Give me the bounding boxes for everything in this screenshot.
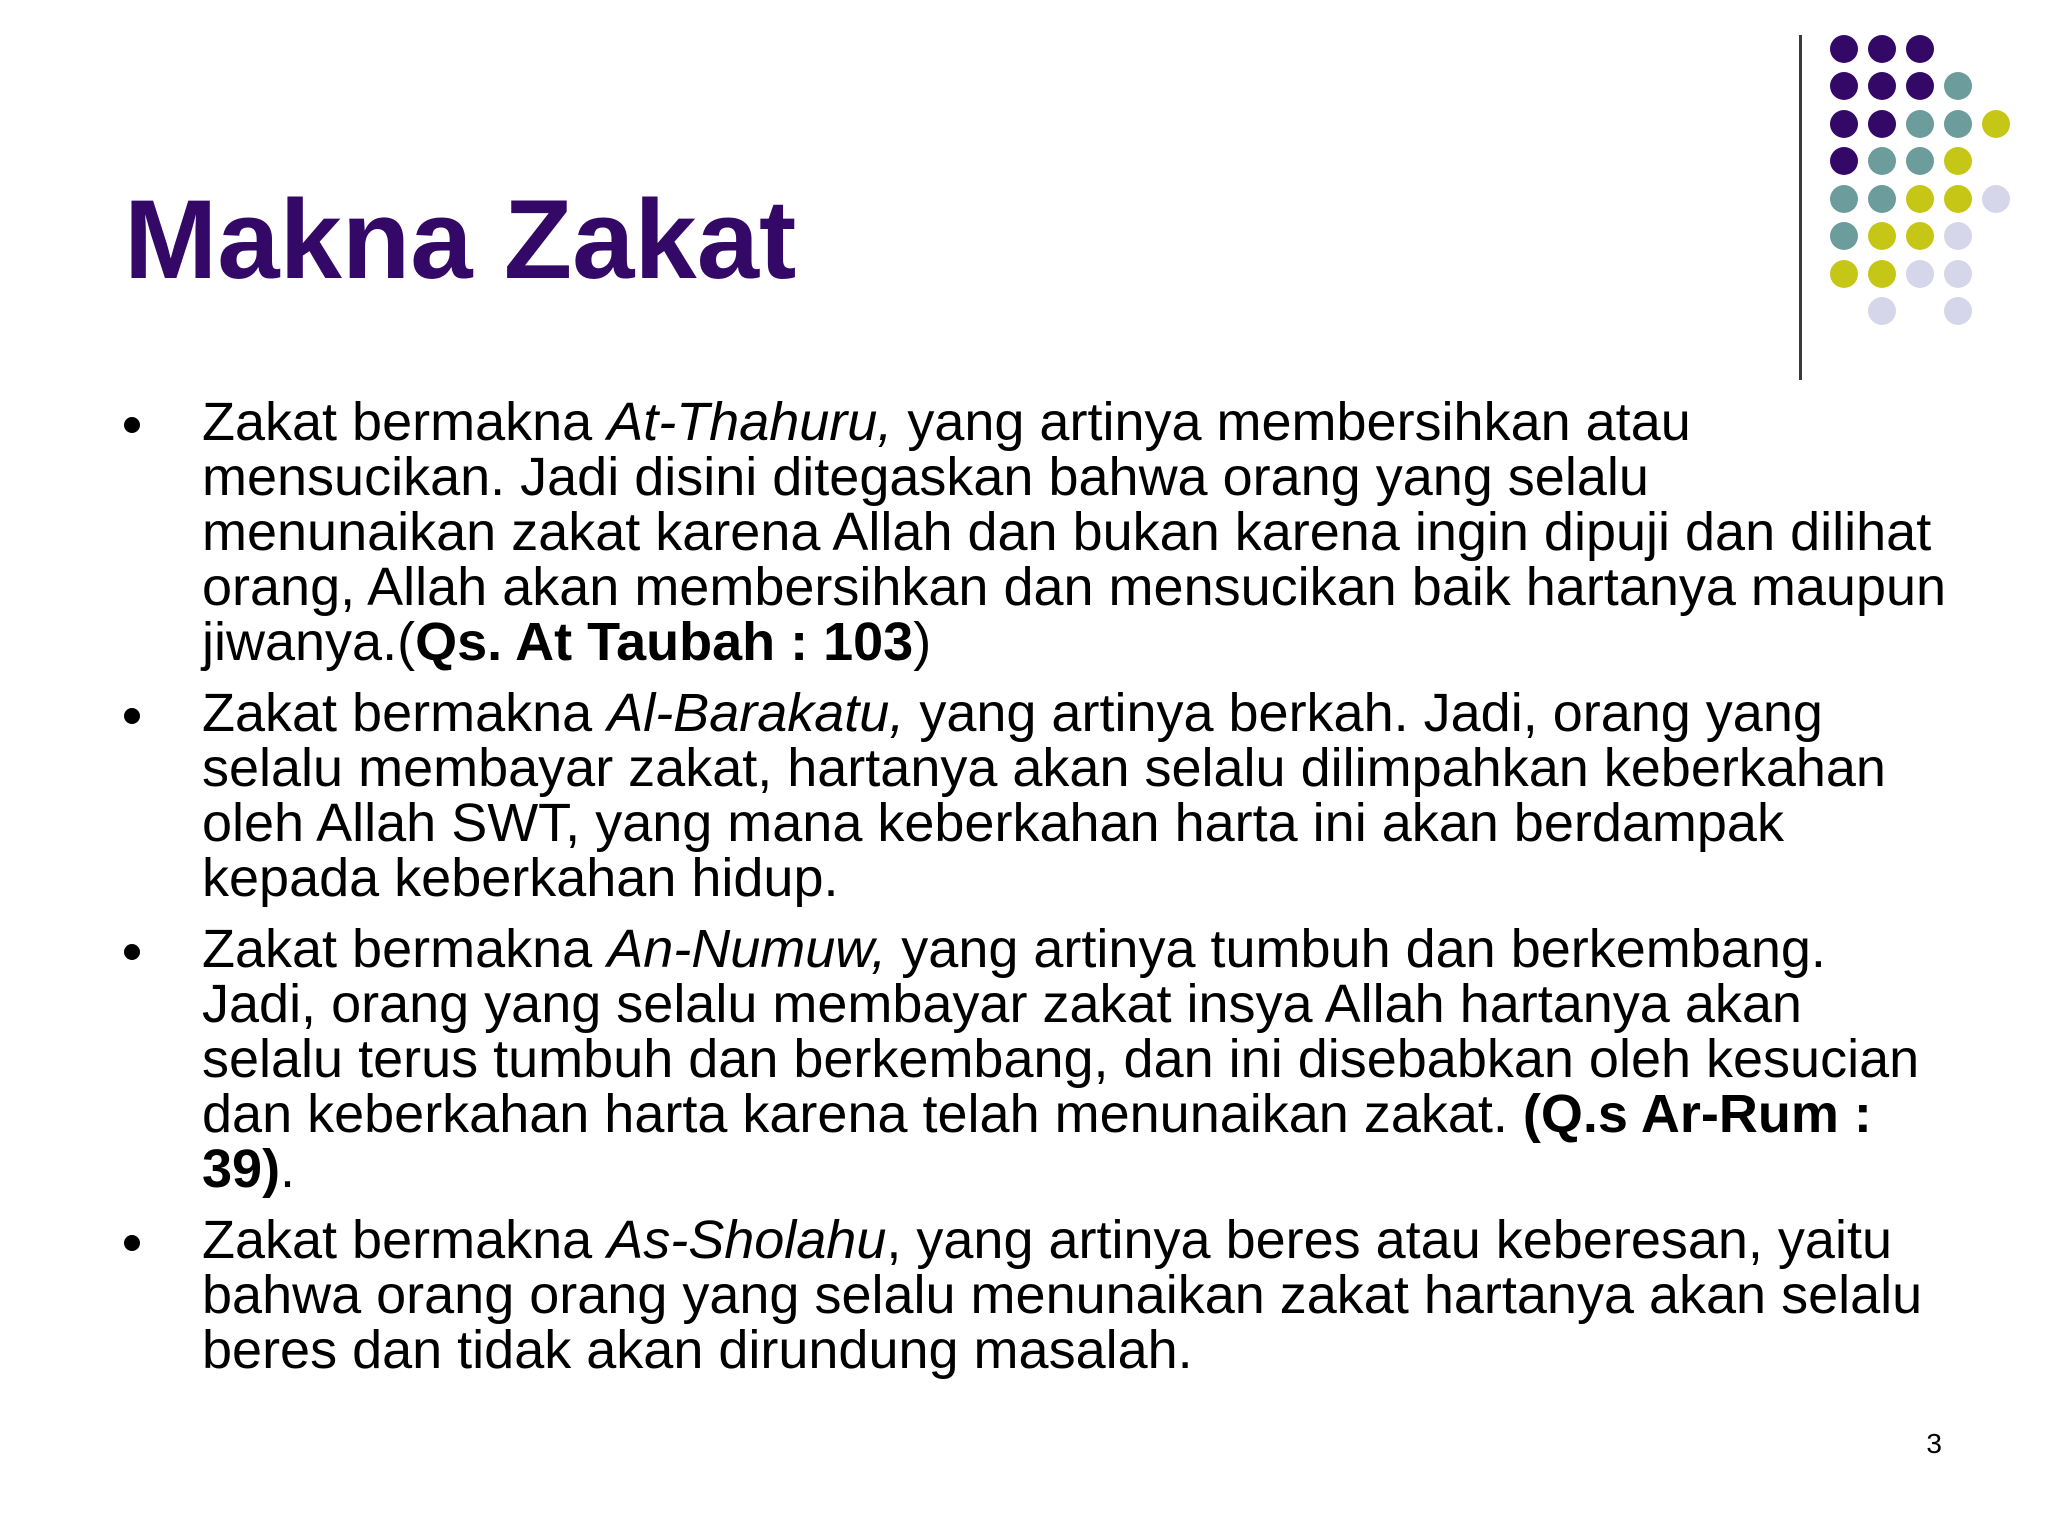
- decor-dot: [1982, 110, 2010, 138]
- decor-dot: [1830, 222, 1858, 250]
- bullet-text: [202, 683, 1886, 908]
- bullet-body: yang artinya tumbuh dan berkembang. Jadi, orang yang selalu membayar zakat insya Allah hartanya akan selalu terus tumbuh dan berkembang, dan ini disebabkan oleh kesucian dan keberkahan harta karena telah menunaikan zakat.: [202, 919, 1920, 1144]
- bullet-reference: Qs. At Taubah : 103: [415, 612, 914, 672]
- decor-dot: [1868, 147, 1896, 175]
- bullet-item-as-sholahu: [124, 1210, 1954, 1380]
- bullet-body: , yang artinya beres atau keberesan, yaitu bahwa orang orang yang selalu menunaikan zakat hartanya akan selalu beres dan tidak akan dirundung masalah.: [202, 1210, 1923, 1380]
- decor-dot: [1906, 185, 1934, 213]
- bullet-lead: Zakat bermakna: [202, 1210, 608, 1270]
- decor-dot: [1868, 35, 1896, 63]
- decor-dot: [1830, 147, 1858, 175]
- bullet-dot-icon: [124, 708, 140, 724]
- decor-dot: [1944, 147, 1972, 175]
- decor-dot: [1906, 147, 1934, 175]
- decor-dot: [1868, 72, 1896, 100]
- bullet-body: yang artinya membersihkan atau mensucikan. Jadi disini ditegaskan bahwa orang yang selalu menunaikan zakat karena Allah dan bukan karena ingin dipuji dan dilihat orang, Allah akan membersihkan dan mensucikan baik hartanya maupun jiwanya.(: [202, 392, 1947, 672]
- bullet-term: At-Thahuru,: [607, 392, 893, 452]
- bullet-dot-icon: [124, 1235, 140, 1251]
- decor-dot: [1868, 297, 1896, 325]
- bullet-term: An-Numuw,: [607, 919, 887, 979]
- decor-dot: [1868, 222, 1896, 250]
- bullet-reference: (Q.s Ar-Rum : 39): [202, 1084, 1872, 1199]
- bullet-item-al-barakatu: [124, 683, 1954, 908]
- decor-dot: [1830, 35, 1858, 63]
- decor-dot: [1830, 110, 1858, 138]
- title-divider-line: [1799, 35, 1802, 380]
- bullet-item-an-numuw: [124, 919, 1954, 1199]
- decor-dot: [1830, 72, 1858, 100]
- decor-dot: [1944, 297, 1972, 325]
- bullet-dot-icon: [124, 944, 140, 960]
- bullet-tail: ): [913, 612, 932, 672]
- bullet-dot-icon: [124, 417, 140, 433]
- decor-dot: [1944, 72, 1972, 100]
- decor-dot: [1868, 260, 1896, 288]
- bullet-item-at-thahuru: [124, 392, 1954, 672]
- decor-dot: [1906, 35, 1934, 63]
- decor-dot: [1906, 260, 1934, 288]
- decor-dot: [1944, 185, 1972, 213]
- bullet-text: [202, 1210, 1922, 1380]
- page-number: 3: [1926, 1428, 1942, 1459]
- decor-dot: [1944, 110, 1972, 138]
- decor-dot: [1830, 185, 1858, 213]
- bullet-list: [124, 392, 1954, 1394]
- decor-dot: [1906, 72, 1934, 100]
- decor-dot: [1944, 260, 1972, 288]
- decor-dot: [1982, 185, 2010, 213]
- decor-dot: [1944, 222, 1972, 250]
- bullet-body: yang artinya berkah. Jadi, orang yang selalu membayar zakat, hartanya akan selalu dilimpahkan keberkahan oleh Allah SWT, yang mana keberkahan harta ini akan berdampak kepada keberkahan hidup.: [202, 683, 1886, 908]
- slide-title: Makna Zakat: [124, 177, 797, 302]
- bullet-tail: .: [280, 1139, 296, 1199]
- bullet-term: Al-Barakatu,: [607, 683, 905, 743]
- decor-dot: [1906, 222, 1934, 250]
- bullet-lead: Zakat bermakna: [202, 683, 608, 743]
- bullet-text: [202, 919, 1919, 1199]
- decor-dot: [1868, 110, 1896, 138]
- bullet-term: As-Sholahu: [607, 1210, 887, 1270]
- decor-dot: [1906, 110, 1934, 138]
- bullet-lead: Zakat bermakna: [202, 392, 608, 452]
- bullet-text: [202, 392, 1946, 672]
- decor-dot: [1868, 185, 1896, 213]
- bullet-lead: Zakat bermakna: [202, 919, 608, 979]
- decor-dot: [1830, 260, 1858, 288]
